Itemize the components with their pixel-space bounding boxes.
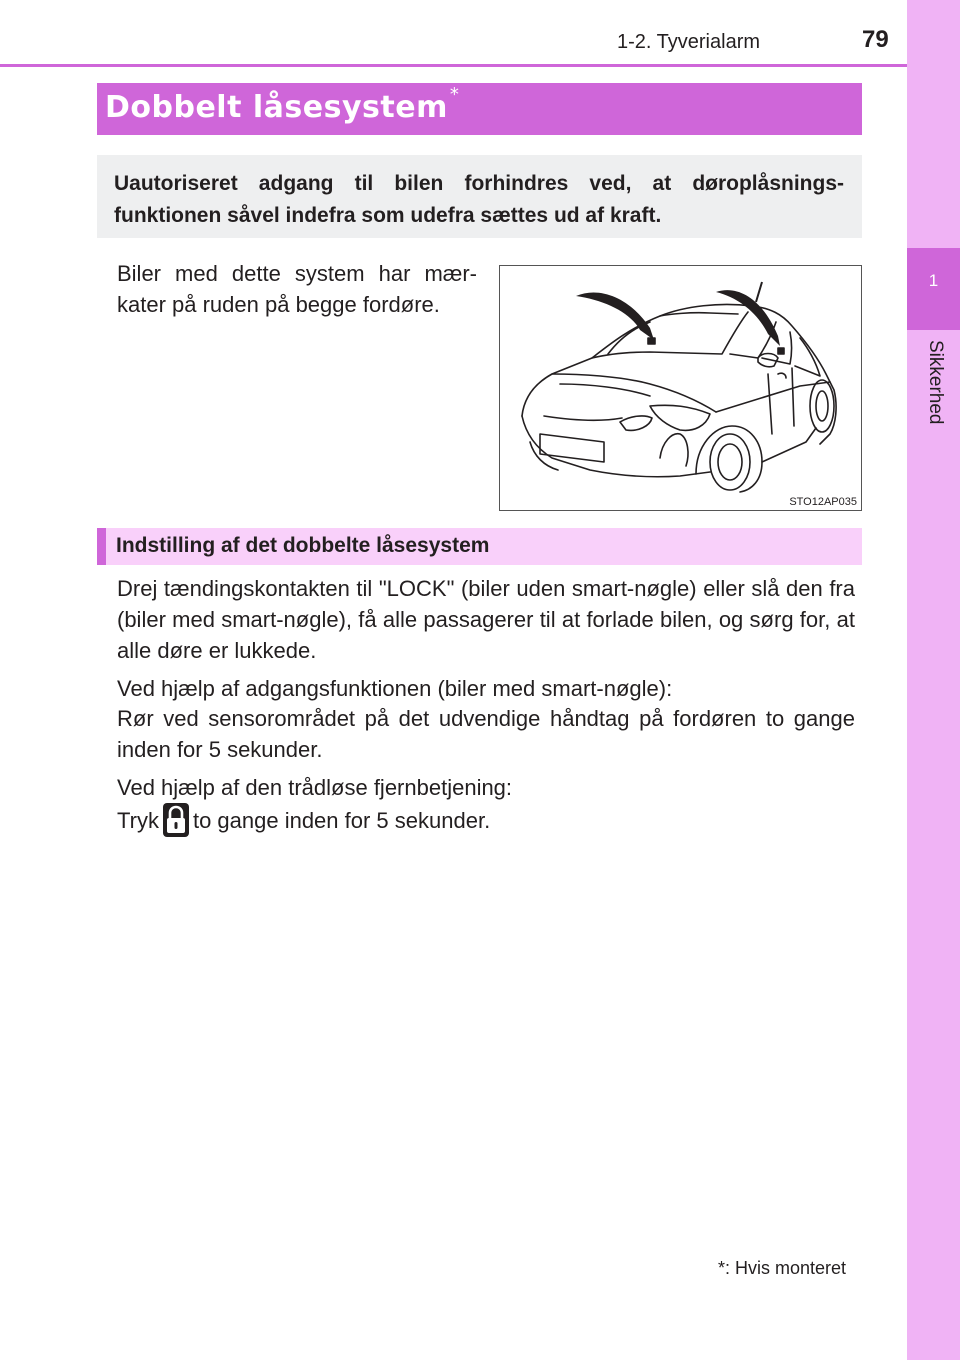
footnote: *: Hvis monteret [718, 1258, 847, 1278]
step-ignition: Drej tændingskontakten til "LOCK" (biler uden smart-nøgle) eller slå den fra (biler med smart-nøgle), få alle passagerer til at forlade bilen, og sørg for, at alle døre er lukkede. [117, 576, 855, 663]
chapter-label-wrap [926, 340, 946, 450]
subheading-bar [97, 528, 862, 565]
page-number: 79 [862, 26, 889, 53]
title-bar [97, 83, 862, 135]
intro-box [97, 155, 862, 238]
chapter-tab[interactable] [907, 248, 960, 330]
step-entry-text: Rør ved sensorområdet på det udvendige håndtag på fordøren to gange inden for 5 sekunder. [117, 706, 855, 762]
lock-icon [163, 803, 189, 837]
subheading-accent [97, 528, 106, 565]
car-drawing [500, 266, 860, 509]
chapter-label: Sikkerhed [925, 340, 946, 425]
step-remote-prefix: Tryk [117, 808, 159, 833]
body-paragraph: Biler med dette system har mær-kater på ruden på begge fordøre. [117, 261, 477, 317]
figure-code: STO12AP035 [789, 496, 857, 508]
intro-text: Uautoriseret adgang til bilen forhindres ved, at døroplåsnings-funktionen såvel indefra som udefra sættes ud af kraft. [114, 172, 844, 227]
page-title [105, 84, 460, 125]
step-remote-suffix: to gange inden for 5 sekunder. [192, 808, 491, 833]
header-divider [0, 64, 907, 67]
step-remote-heading: Ved hjælp af den trådløse fjernbetjening: [117, 775, 513, 800]
title-text: Dobbelt låsesystem [105, 90, 448, 125]
title-star: * [449, 84, 460, 105]
section-reference: 1-2. Tyverialarm [617, 31, 761, 53]
step-remote-text [117, 803, 855, 837]
subheading-text: Indstilling af det dobbelte låsesystem [116, 534, 490, 557]
step-entry-heading: Ved hjælp af adgangsfunktionen (biler med smart-nøgle): [117, 676, 673, 701]
car-illustration [499, 265, 862, 511]
side-tab-strip [907, 0, 960, 1360]
chapter-number: 1 [928, 271, 939, 290]
